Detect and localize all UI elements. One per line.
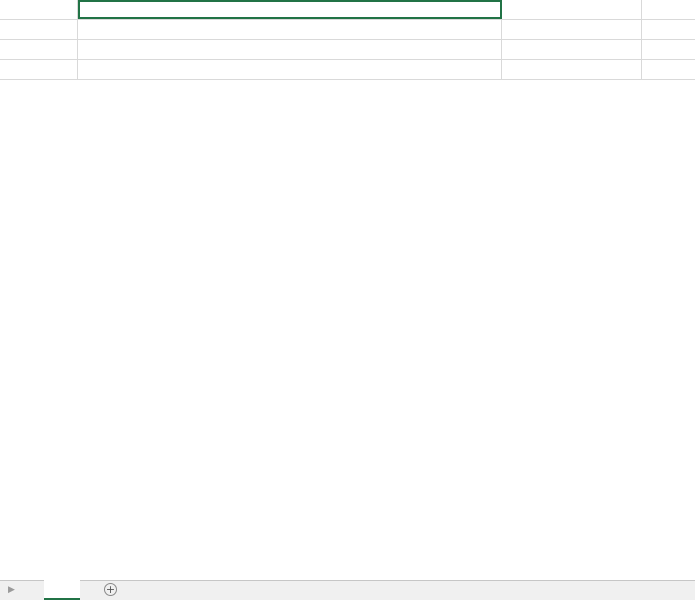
- cell[interactable]: [502, 20, 642, 39]
- cell[interactable]: [502, 60, 642, 79]
- cell[interactable]: [0, 40, 78, 59]
- area-header-cell[interactable]: [0, 60, 78, 79]
- tab-scroll-left-icon[interactable]: ▶: [8, 585, 15, 595]
- sheet-tab-bar: [0, 580, 695, 600]
- cell[interactable]: [642, 60, 695, 79]
- section-row: [0, 60, 695, 80]
- unit-header-cell[interactable]: [642, 20, 695, 39]
- quantity-header-cell[interactable]: [642, 40, 695, 59]
- item-header-cell[interactable]: [78, 40, 502, 59]
- title-row: [0, 0, 695, 20]
- sheet-tab[interactable]: [44, 580, 80, 600]
- cell[interactable]: [0, 0, 78, 19]
- unit-row: [0, 20, 695, 40]
- cell[interactable]: [642, 0, 695, 19]
- cell[interactable]: [78, 20, 502, 39]
- title-cell[interactable]: [78, 0, 502, 19]
- cell[interactable]: [502, 0, 642, 19]
- section-title-cell[interactable]: [78, 60, 502, 79]
- cell[interactable]: [0, 20, 78, 39]
- dimension-header-cell[interactable]: [502, 40, 642, 59]
- add-sheet-icon[interactable]: +: [105, 583, 116, 596]
- header-row: [0, 40, 695, 60]
